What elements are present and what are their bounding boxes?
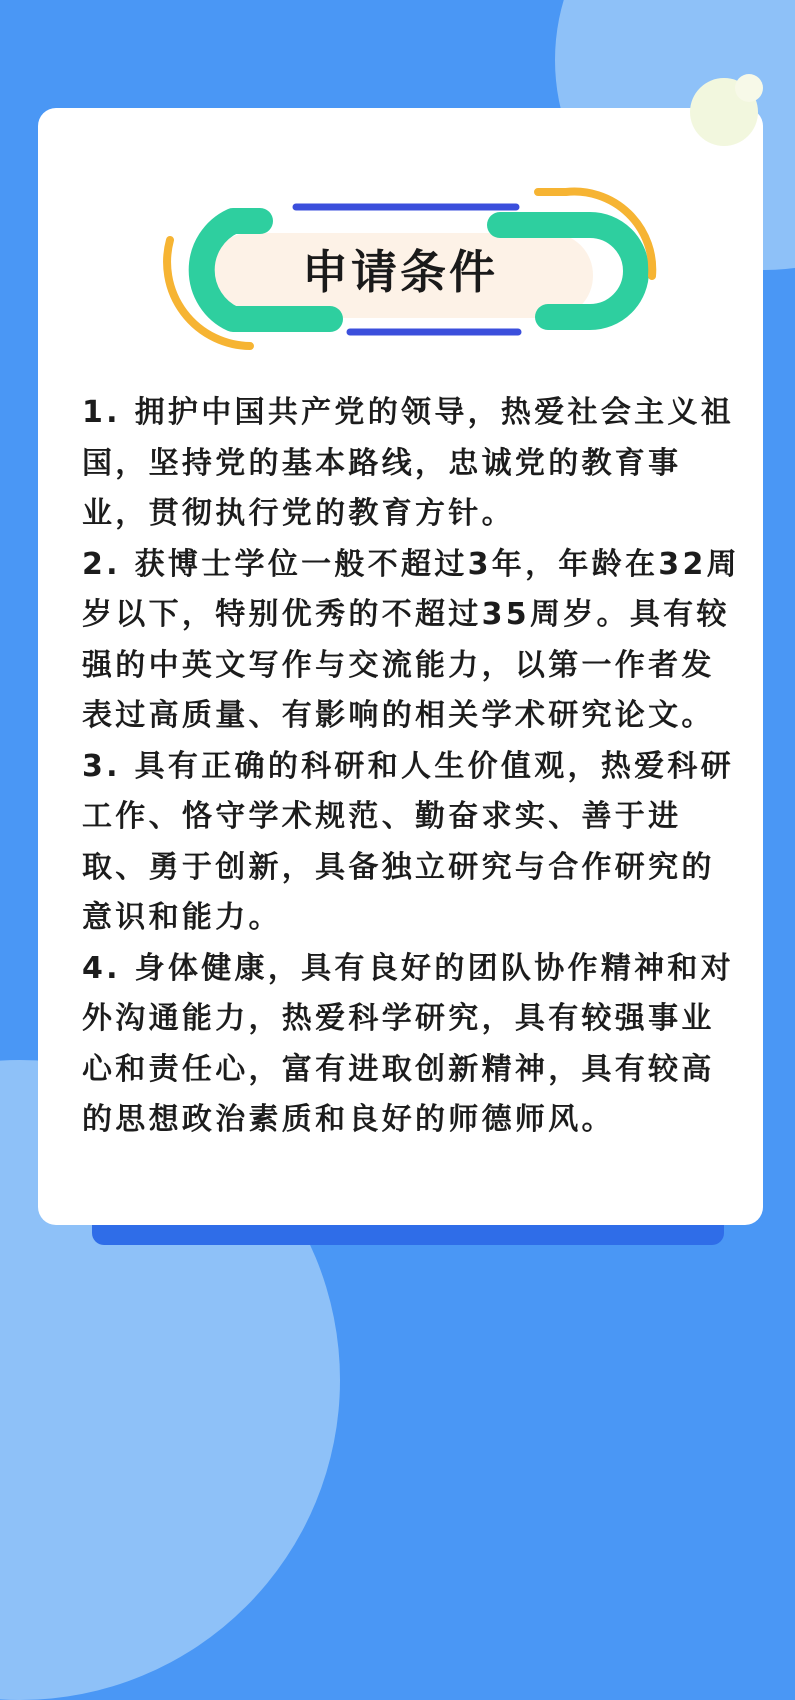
content-card [38,108,763,1225]
condition-item-4: 4. 身体健康，具有良好的团队协作精神和对外沟通能力，热爱科学研究，具有较强事业心和责任心，富有进取创新精神，具有较高的思想政治素质和良好的师德师风。 [82,950,735,1137]
condition-item-2: 2. 获博士学位一般不超过3年，年龄在32周岁以下，特别优秀的不超过35周岁。具有较强的中英文写作与交流能力，以第一作者发表过高质量、有影响的相关学术研究论文。 [82,546,740,733]
page-title: 申请条件 [302,245,498,299]
condition-item-1: 1. 拥护中国共产党的领导，热爱社会主义祖国，坚持党的基本路线，忠诚党的教育事业，贯彻执行党的教育方针。 [82,395,735,531]
conditions-list [82,388,742,1146]
decorative-bubble-small [735,74,763,102]
condition-item-3: 3. 具有正确的科研和人生价值观，热爱科研工作、恪守学术规范、勤奋求实、善于进取、勇于创新，具备独立研究与合作研究的意识和能力。 [82,748,735,935]
title-decoration [38,108,763,368]
